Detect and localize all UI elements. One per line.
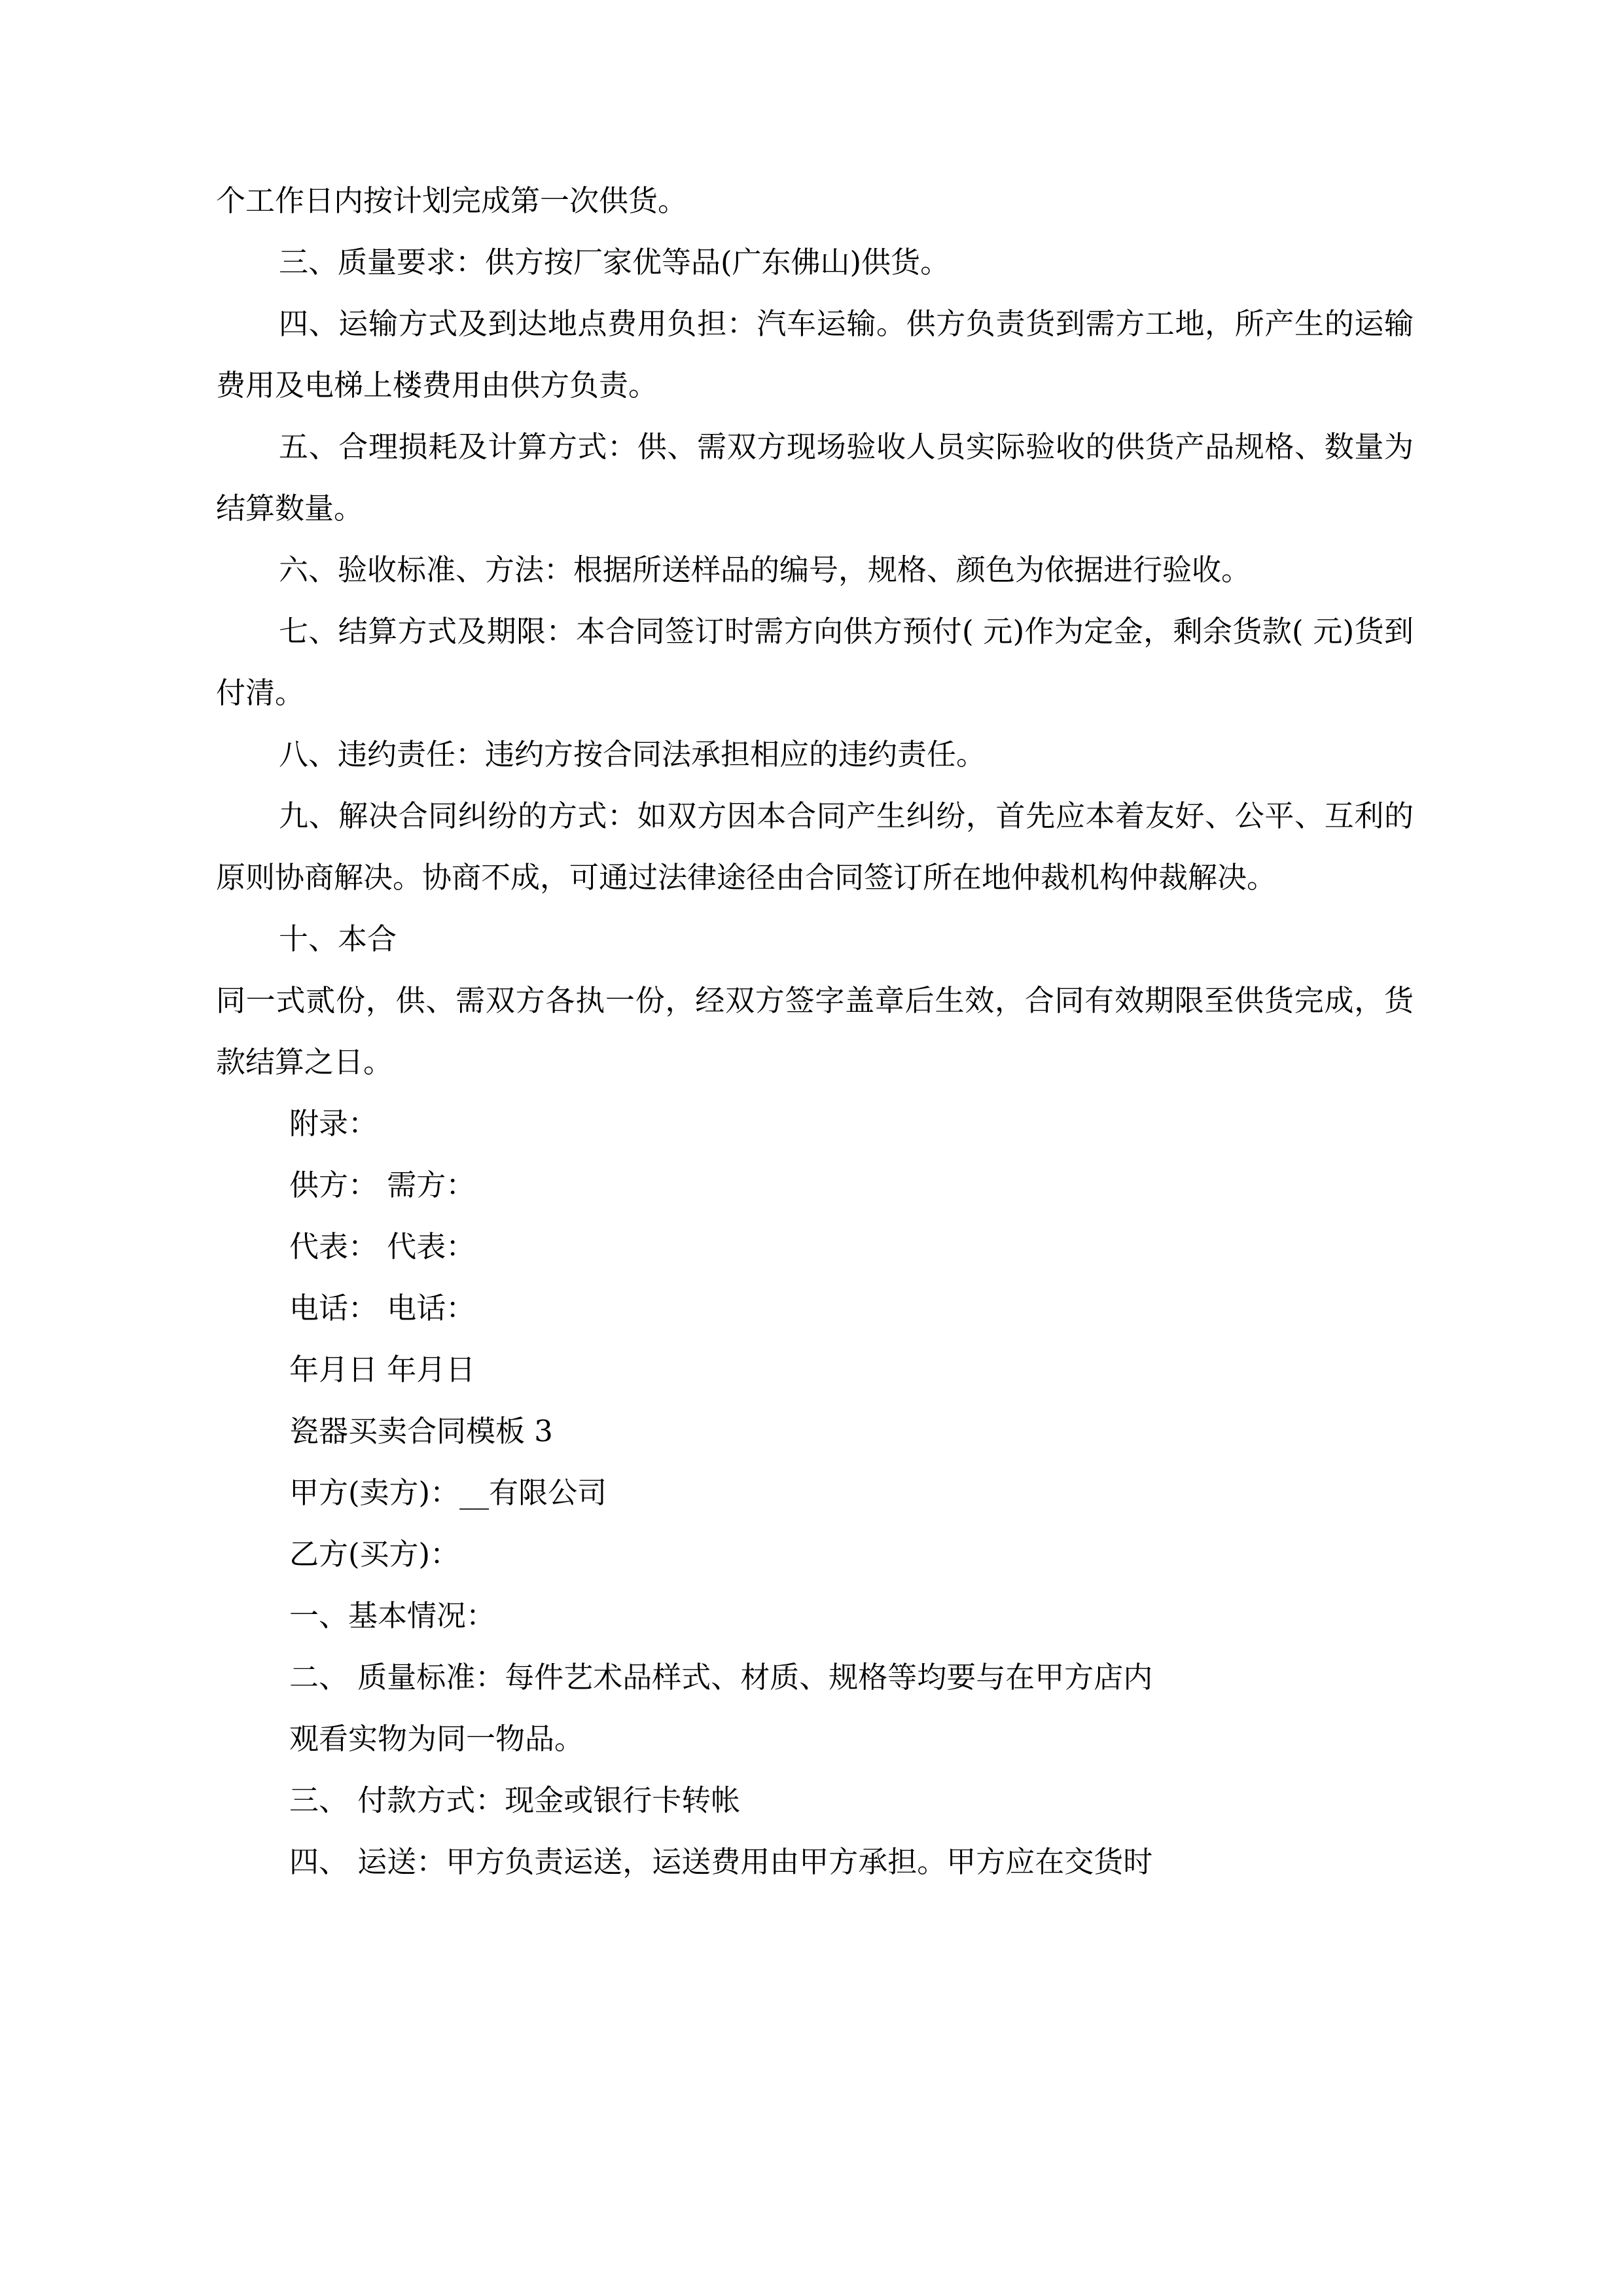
paragraph-clause-6: 六、验收标准、方法：根据所送样品的编号，规格、颜色为依据进行验收。 [279, 552, 1251, 587]
paragraph-clause-3: 三、质量要求：供方按厂家优等品(广东佛山)供货。 [279, 245, 950, 279]
signature-line-representatives: 代表： 代表： [289, 1229, 476, 1264]
paragraph-clause-8: 八、违约责任：违约方按合同法承担相应的违约责任。 [279, 737, 986, 772]
paragraph-clause-10-cont: 同一式贰份，供、需双方各执一份，经双方签字盖章后生效，合同有效期限至供货完成，货款结算之日。 [216, 983, 1414, 1079]
signature-line-phones: 电话： 电话： [289, 1291, 476, 1325]
signature-line-dates: 年月日 年月日 [289, 1352, 476, 1387]
party-a-line: 甲方(卖方)：__有限公司 [289, 1475, 607, 1510]
paragraph-quality-standard: 二、 质量标准：每件艺术品样式、材质、规格等均要与在甲方店内 [289, 1660, 1153, 1695]
paragraph-payment-method: 三、 付款方式：现金或银行卡转帐 [289, 1783, 741, 1818]
paragraph-clause-10: 十、本合 [279, 922, 397, 956]
document-body [216, 170, 1414, 1893]
paragraph-delivery: 四、 运送：甲方负责运送，运送费用由甲方承担。甲方应在交货时 [289, 1844, 1153, 1879]
paragraph-clause-7: 七、结算方式及期限：本合同签订时需方向供方预付( 元)作为定金，剩余货款( 元)货到付清。 [216, 614, 1414, 710]
party-b-line: 乙方(买方)： [289, 1537, 460, 1571]
paragraph-1: 个工作日内按计划完成第一次供货。 [216, 183, 688, 218]
paragraph-basic-info: 一、基本情况： [289, 1598, 496, 1633]
paragraph-clause-5: 五、合理损耗及计算方式：供、需双方现场验收人员实际验收的供货产品规格、数量为结算数量。 [216, 429, 1414, 526]
signature-line-parties: 供方： 需方： [289, 1168, 476, 1202]
paragraph-clause-9: 九、解决合同纠纷的方式：如双方因本合同产生纠纷，首先应本着友好、公平、互利的原则协商解决。协商不成，可通过法律途径由合同签订所在地仲裁机构仲裁解决。 [216, 798, 1414, 895]
paragraph-appendix-label: 附录： [289, 1106, 378, 1141]
paragraph-quality-standard-cont: 观看实物为同一物品。 [289, 1721, 584, 1756]
paragraph-clause-4: 四、运输方式及到达地点费用负担：汽车运输。供方负责货到需方工地，所产生的运输费用及电梯上楼费用由供方负责。 [216, 306, 1414, 403]
section-heading-template-3: 瓷器买卖合同模板 3 [289, 1414, 553, 1448]
